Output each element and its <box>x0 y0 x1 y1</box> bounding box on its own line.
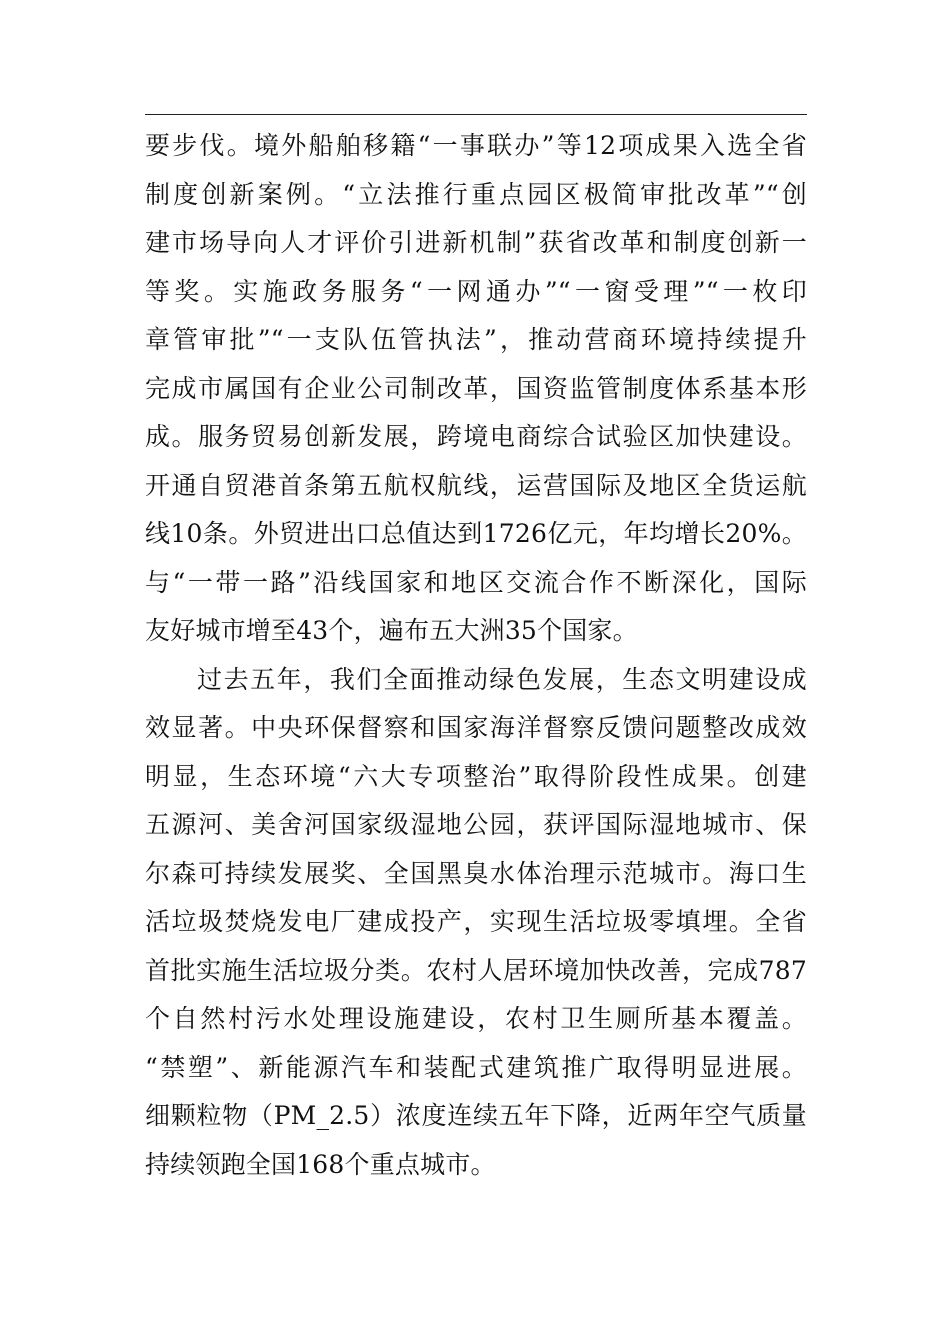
text-line: 完成市属国有企业公司制改革，国资监管制度体系基本形 <box>145 373 807 403</box>
text-line: 等奖。实施政务服务“一网通办”“一窗受理”“一枚印 <box>145 276 807 306</box>
text-line: 制度创新案例。“立法推行重点园区极简审批改革”“创 <box>145 179 807 209</box>
text-line: 尔森可持续发展奖、全国黑臭水体治理示范城市。海口生 <box>145 858 807 888</box>
text-line: 开通自贸港首条第五航权航线，运营国际及地区全货运航 <box>145 470 807 500</box>
text-line: “禁塑”、新能源汽车和装配式建筑推广取得明显进展。 <box>145 1052 807 1082</box>
text-line: 五源河、美舍河国家级湿地公园，获评国际湿地城市、保 <box>145 810 807 839</box>
body-text <box>145 122 807 1189</box>
text-line: 成。服务贸易创新发展，跨境电商综合试验区加快建设。 <box>145 422 807 451</box>
text-line: 建市场导向人才评价引进新机制”获省改革和制度创新一 <box>145 228 807 257</box>
text-line: 个自然村污水处理设施建设，农村卫生厕所基本覆盖。 <box>145 1004 807 1033</box>
text-line: 细颗粒物（PM_2.5）浓度连续五年下降，近两年空气质量 <box>145 1101 807 1130</box>
text-line: 明显，生态环境“六大专项整治”取得阶段性成果。创建 <box>145 761 807 791</box>
text-line: 与“一带一路”沿线国家和地区交流合作不断深化，国际 <box>145 567 807 597</box>
text-line: 线10条。外贸进出口总值达到1726亿元，年均增长20%。 <box>145 519 807 548</box>
text-line: 要步伐。境外船舶移籍“一事联办”等12项成果入选全省 <box>145 131 807 160</box>
text-line: 首批实施生活垃圾分类。农村人居环境加快改善，完成787 <box>145 955 807 985</box>
header-rule <box>145 114 807 115</box>
text-line: 效显著。中央环保督察和国家海洋督察反馈问题整改成效 <box>145 713 807 742</box>
paragraph-1 <box>145 122 807 656</box>
text-line: 持续领跑全国168个重点城市。 <box>145 1149 496 1179</box>
text-line: 章管审批”“一支队伍管执法”，推动营商环境持续提升 <box>145 325 807 354</box>
text-line: 活垃圾焚烧发电厂建成投产，实现生活垃圾零填埋。全省 <box>145 907 807 936</box>
text-line: 友好城市增至43个，遍布五大洲35个国家。 <box>145 616 638 645</box>
paragraph-2 <box>145 656 807 1190</box>
text-line: 过去五年，我们全面推动绿色发展，生态文明建设成 <box>197 664 807 694</box>
